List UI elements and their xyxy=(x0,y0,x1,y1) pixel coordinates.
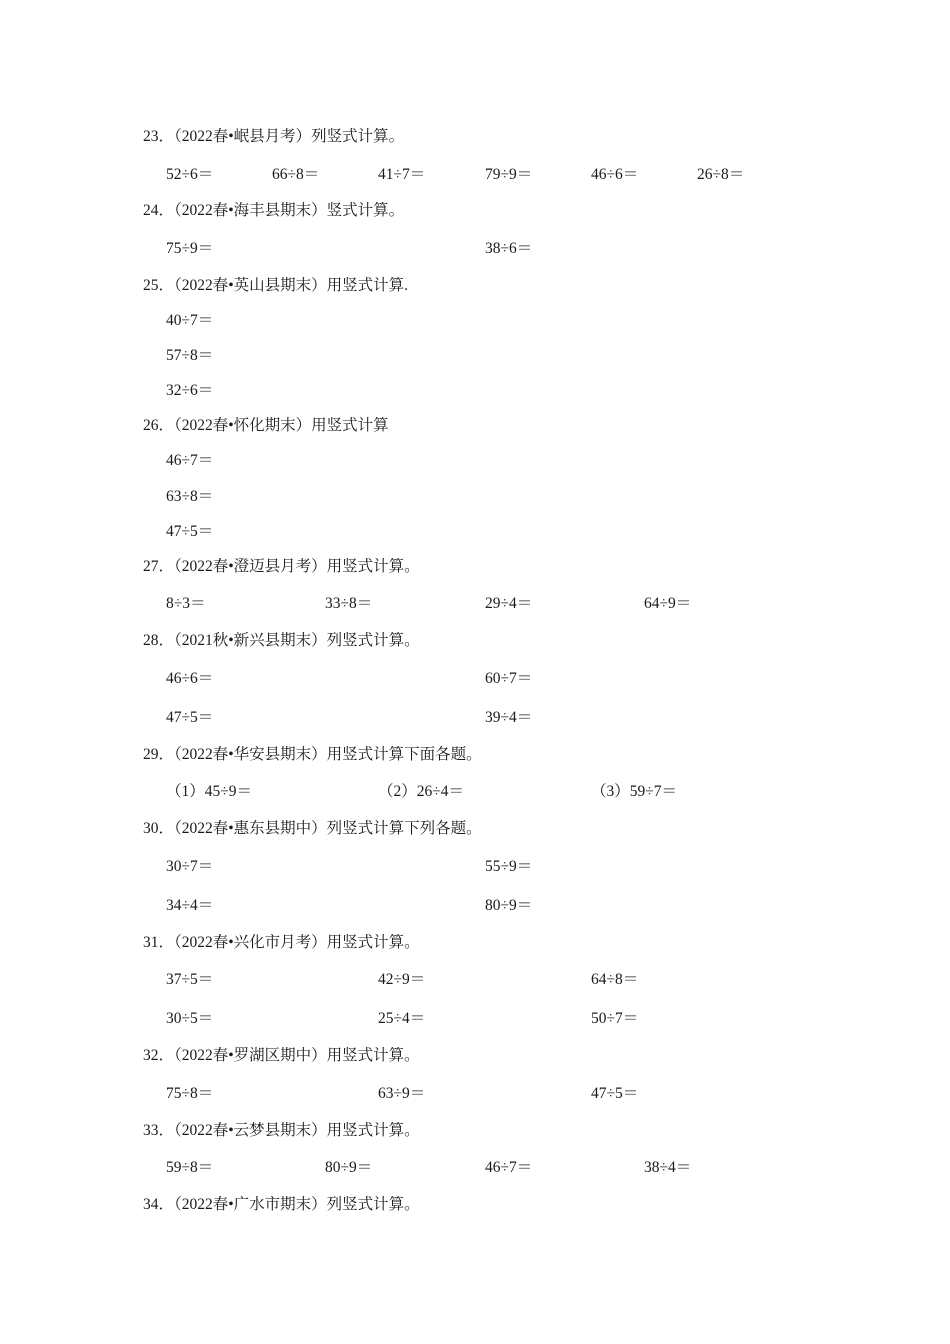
problem: 47÷5＝ xyxy=(166,523,214,540)
problem: 46÷6＝ xyxy=(591,166,639,183)
question-heading: 27．（2022春•澄迈县月考）用竖式计算。 xyxy=(143,558,420,575)
problem: 33÷8＝ xyxy=(325,595,373,612)
question-heading: 33．（2022春•云梦县期末）用竖式计算。 xyxy=(143,1122,420,1139)
problem: 30÷7＝ xyxy=(166,858,214,875)
problem: 80÷9＝ xyxy=(485,897,533,914)
problem: 63÷9＝ xyxy=(378,1085,426,1102)
problem: 47÷5＝ xyxy=(591,1085,639,1102)
problem: （3）59÷7＝ xyxy=(591,783,678,800)
question-heading: 24．（2022春•海丰县期末）竖式计算。 xyxy=(143,202,405,219)
problem: 57÷8＝ xyxy=(166,347,214,364)
problem: 41÷7＝ xyxy=(378,166,426,183)
problem: 47÷5＝ xyxy=(166,709,214,726)
problem: 55÷9＝ xyxy=(485,858,533,875)
problem: 38÷4＝ xyxy=(644,1159,692,1176)
problem: 30÷5＝ xyxy=(166,1010,214,1027)
problem: 25÷4＝ xyxy=(378,1010,426,1027)
question-heading: 26．（2022春•怀化期末）用竖式计算 xyxy=(143,417,389,434)
problem: 50÷7＝ xyxy=(591,1010,639,1027)
problem: 64÷8＝ xyxy=(591,971,639,988)
problem: 8÷3＝ xyxy=(166,595,206,612)
problem: 46÷6＝ xyxy=(166,670,214,687)
question-heading: 30．（2022春•惠东县期中）列竖式计算下列各题。 xyxy=(143,820,482,837)
problem: 59÷8＝ xyxy=(166,1159,214,1176)
question-heading: 32．（2022春•罗湖区期中）用竖式计算。 xyxy=(143,1047,420,1064)
question-heading: 29．（2022春•华安县期末）用竖式计算下面各题。 xyxy=(143,746,482,763)
problem: （1）45÷9＝ xyxy=(166,783,253,800)
problem: 80÷9＝ xyxy=(325,1159,373,1176)
problem: 79÷9＝ xyxy=(485,166,533,183)
problem: 75÷8＝ xyxy=(166,1085,214,1102)
question-heading: 25．（2022春•英山县期末）用竖式计算. xyxy=(143,277,409,294)
question-heading: 23．（2022春•岷县月考）列竖式计算。 xyxy=(143,128,405,145)
problem: （2）26÷4＝ xyxy=(378,783,465,800)
question-heading: 34．（2022春•广水市期末）列竖式计算。 xyxy=(143,1196,420,1213)
problem: 42÷9＝ xyxy=(378,971,426,988)
problem: 38÷6＝ xyxy=(485,240,533,257)
problem: 63÷8＝ xyxy=(166,488,214,505)
problem: 52÷6＝ xyxy=(166,166,214,183)
problem: 46÷7＝ xyxy=(485,1159,533,1176)
problem: 66÷8＝ xyxy=(272,166,320,183)
question-heading: 31．（2022春•兴化市月考）用竖式计算。 xyxy=(143,934,420,951)
question-heading: 28．（2021秋•新兴县期末）列竖式计算。 xyxy=(143,632,420,649)
problem: 26÷8＝ xyxy=(697,166,745,183)
problem: 60÷7＝ xyxy=(485,670,533,687)
problem: 39÷4＝ xyxy=(485,709,533,726)
problem: 37÷5＝ xyxy=(166,971,214,988)
problem: 32÷6＝ xyxy=(166,382,214,399)
problem: 64÷9＝ xyxy=(644,595,692,612)
problem: 75÷9＝ xyxy=(166,240,214,257)
problem: 29÷4＝ xyxy=(485,595,533,612)
problem: 40÷7＝ xyxy=(166,312,214,329)
problem: 34÷4＝ xyxy=(166,897,214,914)
problem: 46÷7＝ xyxy=(166,452,214,469)
